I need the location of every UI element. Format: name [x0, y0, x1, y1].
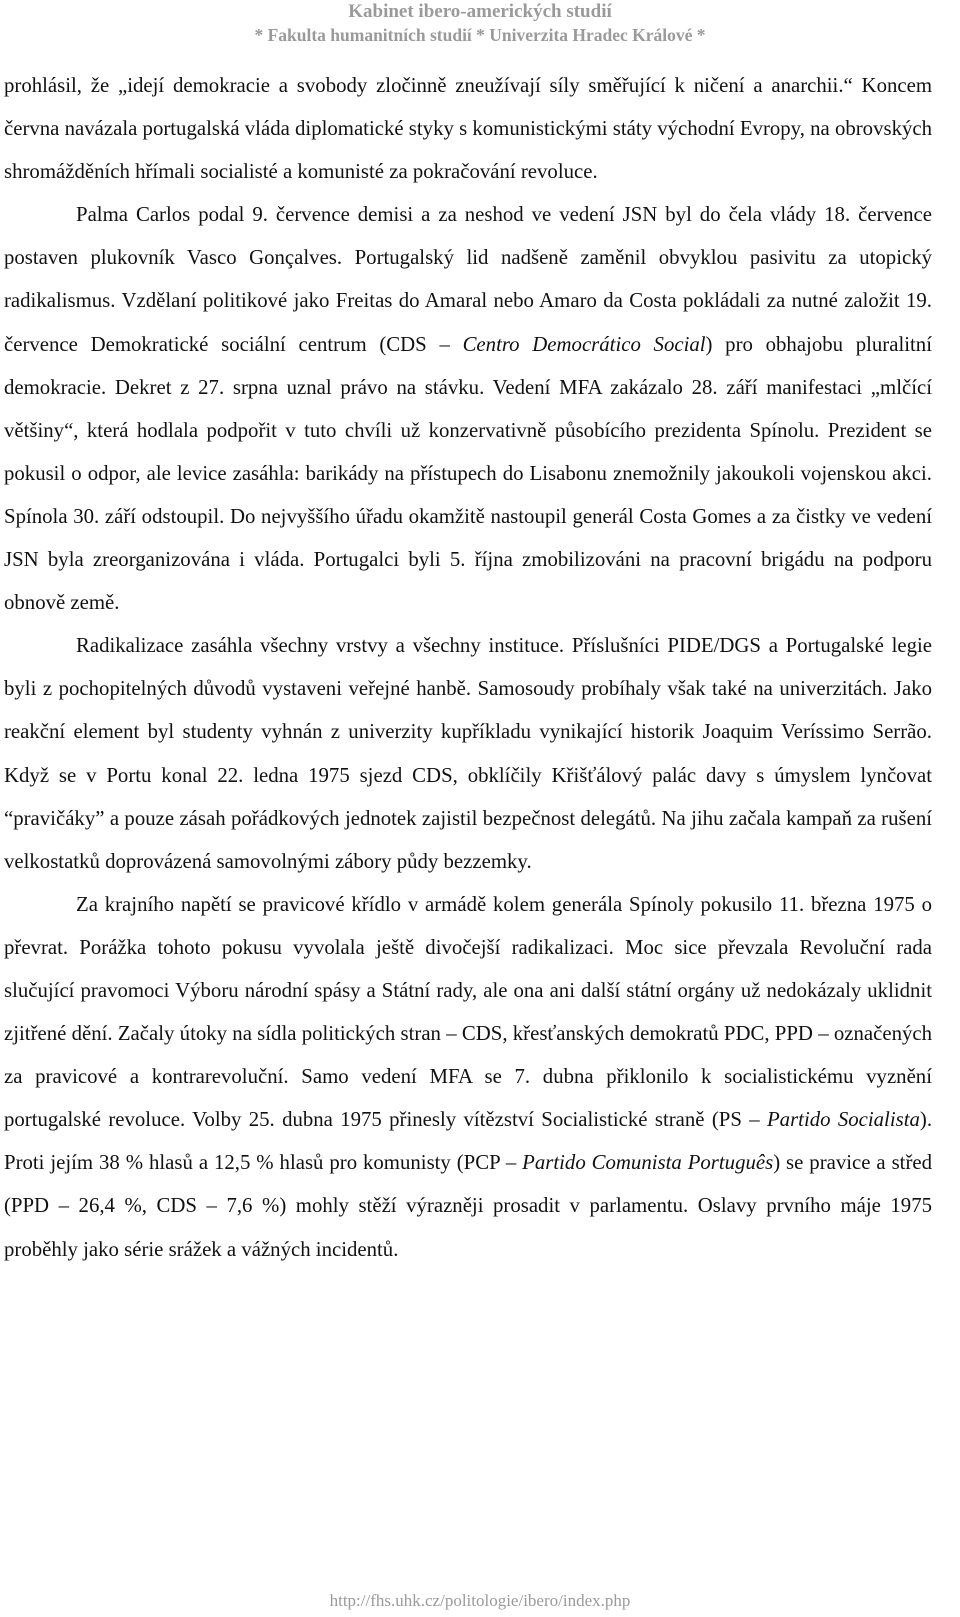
header-institution: Kabinet ibero-amerických studií — [348, 1, 612, 22]
page-header — [0, 0, 960, 46]
text-run: Palma Carlos podal 9. července demisi a za neshod ve vedení JSN byl do čela vlády 18. července postaven plukovník Vasco Gonçalves. Portugalský lid nadšeně zaměnil obvyklou pasivitu za utopický radikalismus. Vzdělaní politikové jako Freitas do Amaral nebo Amaro da Costa pokládali za nutné založit 19. července Demokratické sociální centrum (CDS – — [4, 203, 932, 356]
header-faculty-university: * Fakulta humanitních studií * Univerzita Hradec Králové * — [254, 25, 706, 45]
paragraph — [4, 64, 932, 193]
paragraph — [4, 193, 932, 624]
text-run: prohlásil, že „idejí demokracie a svobody zločinně zneužívají síly směřující k ničení a anarchii.“ Koncem června navázala portugalská vláda diplomatické styky s komunistickými státy východní Evropy, na obrovských shromážděních hřímali socialisté a komunisté za pokračování revoluce. — [4, 74, 932, 184]
body-text — [4, 64, 932, 1271]
text-run: ) se pravice a střed (PPD – 26,4 %, CDS – 7,6 %) mohly stěží výrazněji prosadit v parlamentu. Oslavy prvního máje 1975 proběhly jako série srážek a vážných incidentů. — [4, 1151, 932, 1261]
italic-term: Partido Socialista — [766, 1108, 920, 1132]
footer-url: http://fhs.uhk.cz/politologie/ibero/index.php — [329, 1591, 631, 1610]
text-run: Za krajního napětí se pravicové křídlo v armádě kolem generála Spínoly pokusilo 11. března 1975 o převrat. Porážka tohoto pokusu vyvolala ještě divočejší radikalizaci. Moc sice převzala Revoluční rada slučující pravomoci Výboru národní spásy a Státní rady, ale ona ani další státní orgány už nedokázaly uklidnit zjitřené dění. Začaly útoky na sídla politických stran – CDS, křesťanských demokratů PDC, PPD – označených za pravicové a kontrarevoluční. Samo vedení MFA se 7. dubna přiklonilo k socialistickému vyznění portugalské revoluce. Volby 25. dubna 1975 přinesly vítězství Socialistické straně (PS – — [4, 892, 932, 1132]
italic-term: Partido Comunista Português — [522, 1151, 774, 1175]
italic-term: Centro Democrático Social — [462, 332, 706, 356]
text-run: Radikalizace zasáhla všechny vrstvy a všechny instituce. Příslušníci PIDE/DGS a Portugalské legie byli z pochopitelných důvodů vystaveni veřejné hanbě. Samosoudy probíhaly však také na univerzitách. Jako reakční element byl studenty vyhnán z univerzity kupříkladu vynikající historik Joaquim Veríssimo Serrão. Když se v Portu konal 22. ledna 1975 sjezd CDS, obklíčily Křišťálový palác davy s úmyslem lynčovat “pravičáky” a pouze zásah pořádkových jednotek zajistil bezpečnost delegátů. Na jihu začala kampaň za rušení velkostatků doprovázená samovolnými zábory půdy bezzemky. — [4, 634, 932, 873]
paragraph — [4, 624, 932, 883]
paragraph — [4, 883, 932, 1271]
text-run: ) pro obhajobu pluralitní demokracie. Dekret z 27. srpna uznal právo na stávku. Vedení MFA zakázalo 28. září manifestaci „mlčící většiny“, která hodlala podpořit v tuto chvíli už konzervativně působícího prezidenta Spínolu. Prezident se pokusil o odpor, ale levice zasáhla: barikády na přístupech do Lisabonu znemožnily jakoukoli vojenskou akci. Spínola 30. září odstoupil. Do nejvyššího úřadu okamžitě nastoupil generál Costa Gomes a za čistky ve vedení JSN byla zreorganizována i vláda. Portugalci byli 5. října zmobilizováni na pracovní brigádu na podporu obnově země. — [4, 332, 932, 615]
text-run: ). Proti jejím 38 % hlasů a 12,5 % hlasů pro komunisty (PCP – — [4, 1108, 933, 1175]
